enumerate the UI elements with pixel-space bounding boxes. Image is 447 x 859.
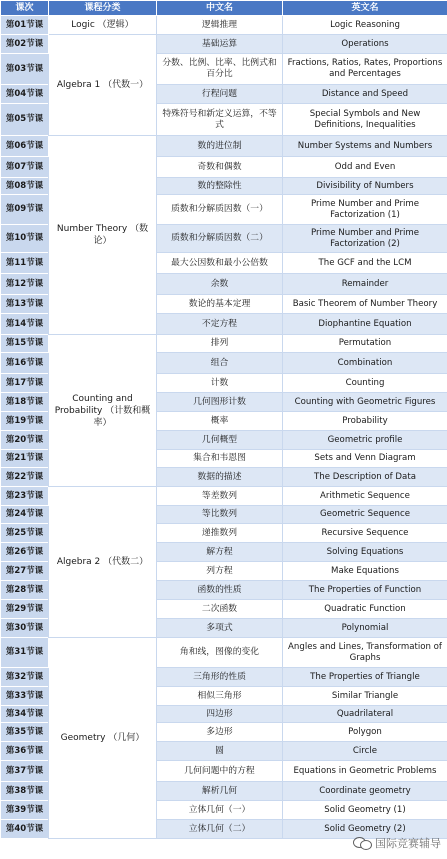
english-name-cell: Similar Triangle [283, 687, 447, 706]
chinese-name-cell: 二次函数 [157, 600, 283, 619]
lesson-cell: 第30节课 [1, 619, 49, 638]
chinese-name-cell: 解析几何 [157, 782, 283, 801]
english-name-cell: Probability [283, 412, 447, 431]
table-row [1, 638, 447, 668]
english-name-cell: Remainder [283, 274, 447, 295]
lesson-cell: 第17节课 [1, 374, 49, 393]
chinese-name-cell: 函数的性质 [157, 581, 283, 600]
chinese-name-cell: 几何问题中的方程 [157, 761, 283, 782]
chinese-name-cell: 数论的基本定理 [157, 295, 283, 314]
watermark-text: 国际竞赛辅导 [375, 837, 441, 850]
chinese-name-cell: 奇数和偶数 [157, 157, 283, 178]
english-name-cell: Solid Geometry (1) [283, 801, 447, 820]
lesson-cell: 第38节课 [1, 782, 49, 801]
english-name-cell: Permutation [283, 335, 447, 353]
english-name-cell: Diophantine Equation [283, 314, 447, 335]
english-name-cell: Geometric profile [283, 431, 447, 450]
english-name-cell: Counting with Geometric Figures [283, 393, 447, 412]
table-body [1, 16, 447, 839]
english-name-cell: The Properties of Triangle [283, 668, 447, 687]
lesson-cell: 第15节课 [1, 335, 49, 353]
chinese-name-cell: 最大公因数和最小公倍数 [157, 253, 283, 274]
header-row [1, 1, 447, 16]
lesson-cell: 第40节课 [1, 820, 49, 839]
lesson-cell: 第27节课 [1, 562, 49, 581]
lesson-cell: 第31节课 [1, 638, 49, 668]
chinese-name-cell: 数的进位制 [157, 136, 283, 157]
chinese-name-cell: 立体几何（二） [157, 820, 283, 839]
lesson-cell: 第35节课 [1, 723, 49, 742]
chinese-name-cell: 等比数列 [157, 506, 283, 524]
chinese-name-cell: 逻辑推理 [157, 16, 283, 35]
chinese-name-cell: 递推数列 [157, 524, 283, 543]
chinese-name-cell: 特殊符号和新定义运算，不等式 [157, 104, 283, 136]
chinese-name-cell: 行程问题 [157, 85, 283, 104]
lesson-cell: 第29节课 [1, 600, 49, 619]
english-name-cell: Circle [283, 742, 447, 761]
english-name-cell: Distance and Speed [283, 85, 447, 104]
course-cell: Counting and Probability （计数和概率） [49, 335, 157, 487]
english-name-cell: Operations [283, 35, 447, 54]
chinese-name-cell: 概率 [157, 412, 283, 431]
chinese-name-cell: 解方程 [157, 543, 283, 562]
english-name-cell: Arithmetic Sequence [283, 487, 447, 506]
lesson-cell: 第14节课 [1, 314, 49, 335]
chinese-name-cell: 不定方程 [157, 314, 283, 335]
chinese-name-cell: 排列 [157, 335, 283, 353]
lesson-cell: 第33节课 [1, 687, 49, 706]
lesson-cell: 第09节课 [1, 195, 49, 225]
chinese-name-cell: 几何概型 [157, 431, 283, 450]
chinese-name-cell: 质数和分解质因数（一） [157, 195, 283, 225]
chinese-name-cell: 组合 [157, 353, 283, 374]
english-name-cell: Logic Reasoning [283, 16, 447, 35]
lesson-cell: 第37节课 [1, 761, 49, 782]
chinese-name-cell: 数据的描述 [157, 468, 283, 487]
lesson-cell: 第02节课 [1, 35, 49, 54]
chinese-name-cell: 几何图形计数 [157, 393, 283, 412]
lesson-cell: 第04节课 [1, 85, 49, 104]
english-name-cell: Quadrilateral [283, 706, 447, 723]
lesson-cell: 第25节课 [1, 524, 49, 543]
english-name-cell: Prime Number and Prime Factorization (1) [283, 195, 447, 225]
lesson-cell: 第05节课 [1, 104, 49, 136]
lesson-cell: 第12节课 [1, 274, 49, 295]
english-name-cell: Combination [283, 353, 447, 374]
lesson-cell: 第39节课 [1, 801, 49, 820]
chinese-name-cell: 多项式 [157, 619, 283, 638]
course-cell: Logic （逻辑） [49, 16, 157, 35]
lesson-cell: 第36节课 [1, 742, 49, 761]
english-name-cell: The GCF and the LCM [283, 253, 447, 274]
english-name-cell: Special Symbols and New Definitions, Inequalities [283, 104, 447, 136]
chinese-name-cell: 三角形的性质 [157, 668, 283, 687]
chinese-name-cell: 等差数列 [157, 487, 283, 506]
table-row [1, 35, 447, 54]
header-course: 课程分类 [49, 1, 157, 16]
lesson-cell: 第34节课 [1, 706, 49, 723]
english-name-cell: The Description of Data [283, 468, 447, 487]
lesson-cell: 第32节课 [1, 668, 49, 687]
chinese-name-cell: 角和线，图像的变化 [157, 638, 283, 668]
english-name-cell: Basic Theorem of Number Theory [283, 295, 447, 314]
wechat-icon [353, 836, 371, 850]
lesson-cell: 第19节课 [1, 412, 49, 431]
english-name-cell: Counting [283, 374, 447, 393]
chinese-name-cell: 计数 [157, 374, 283, 393]
table-row [1, 16, 447, 35]
watermark [353, 835, 441, 851]
lesson-cell: 第22节课 [1, 468, 49, 487]
lesson-cell: 第08节课 [1, 178, 49, 195]
course-cell: Geometry （几何） [49, 638, 157, 839]
english-name-cell: Equations in Geometric Problems [283, 761, 447, 782]
chinese-name-cell: 四边形 [157, 706, 283, 723]
chinese-name-cell: 数的整除性 [157, 178, 283, 195]
english-name-cell: The Properties of Function [283, 581, 447, 600]
chinese-name-cell: 相似三角形 [157, 687, 283, 706]
header-english-name: 英文名 [283, 1, 447, 16]
english-name-cell: Polynomial [283, 619, 447, 638]
lesson-cell: 第24节课 [1, 506, 49, 524]
lesson-cell: 第28节课 [1, 581, 49, 600]
table-header [1, 1, 447, 16]
lesson-cell: 第07节课 [1, 157, 49, 178]
lesson-cell: 第20节课 [1, 431, 49, 450]
english-name-cell: Quadratic Function [283, 600, 447, 619]
lesson-cell: 第01节课 [1, 16, 49, 35]
lesson-cell: 第13节课 [1, 295, 49, 314]
english-name-cell: Odd and Even [283, 157, 447, 178]
lesson-cell: 第03节课 [1, 54, 49, 85]
english-name-cell: Number Systems and Numbers [283, 136, 447, 157]
chinese-name-cell: 圆 [157, 742, 283, 761]
english-name-cell: Coordinate geometry [283, 782, 447, 801]
table-row [1, 136, 447, 157]
table-row [1, 335, 447, 353]
course-cell: Algebra 2 （代数二） [49, 487, 157, 638]
chinese-name-cell: 集合和韦恩图 [157, 450, 283, 468]
english-name-cell: Recursive Sequence [283, 524, 447, 543]
english-name-cell: Solid Geometry (2) [283, 820, 447, 839]
lesson-cell: 第18节课 [1, 393, 49, 412]
chinese-name-cell: 余数 [157, 274, 283, 295]
english-name-cell: Angles and Lines, Transformation of Graphs [283, 638, 447, 668]
english-name-cell: Prime Number and Prime Factorization (2) [283, 225, 447, 253]
english-name-cell: Divisibility of Numbers [283, 178, 447, 195]
english-name-cell: Polygon [283, 723, 447, 742]
lesson-cell: 第16节课 [1, 353, 49, 374]
english-name-cell: Fractions, Ratios, Rates, Proportions and Percentages [283, 54, 447, 85]
lesson-cell: 第06节课 [1, 136, 49, 157]
chinese-name-cell: 质数和分解质因数（二） [157, 225, 283, 253]
header-lesson: 课次 [1, 1, 49, 16]
chinese-name-cell: 基础运算 [157, 35, 283, 54]
lesson-cell: 第23节课 [1, 487, 49, 506]
lesson-cell: 第11节课 [1, 253, 49, 274]
english-name-cell: Sets and Venn Diagram [283, 450, 447, 468]
chinese-name-cell: 列方程 [157, 562, 283, 581]
english-name-cell: Solving Equations [283, 543, 447, 562]
chinese-name-cell: 立体几何（一） [157, 801, 283, 820]
header-chinese-name: 中文名 [157, 1, 283, 16]
course-cell: Algebra 1 （代数一） [49, 35, 157, 136]
table-row [1, 487, 447, 506]
lesson-cell: 第26节课 [1, 543, 49, 562]
lesson-cell: 第21节课 [1, 450, 49, 468]
chinese-name-cell: 多边形 [157, 723, 283, 742]
lesson-cell: 第10节课 [1, 225, 49, 253]
english-name-cell: Make Equations [283, 562, 447, 581]
english-name-cell: Geometric Sequence [283, 506, 447, 524]
course-cell: Number Theory （数论） [49, 136, 157, 335]
chinese-name-cell: 分数、比例、比率、比例式和百分比 [157, 54, 283, 85]
